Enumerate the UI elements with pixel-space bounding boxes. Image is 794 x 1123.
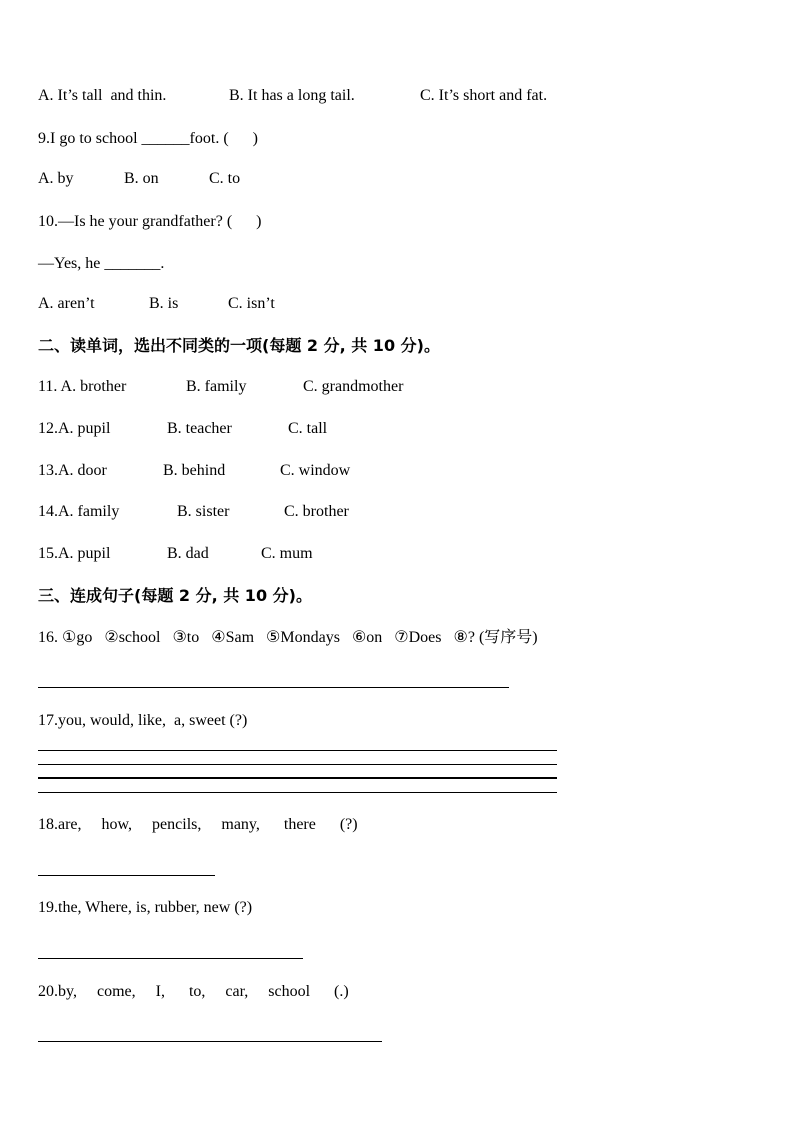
q8-option-b: B. It has a long tail. [229,87,355,104]
q10-option-b: B. is [149,295,179,312]
q14-option-c: C. brother [284,503,349,520]
section-3-heading: 三、连成句子(每题 2 分, 共 10 分)。 [38,586,312,605]
q16-prompt: 16. ①go ②school ③to ④Sam ⑤Mondays ⑥on ⑦Does ⑧? (写序号) [38,629,538,646]
q9-stem: 9.I go to school ______foot. ( ) [38,130,258,147]
q9-option-b: B. on [124,170,159,187]
q20-prompt: 20.by, come, I, to, car, school (.) [38,983,349,1000]
q11-option-b: B. family [186,378,247,395]
q17-answer-line-4[interactable] [38,792,557,793]
q18-answer-line[interactable] [38,875,215,876]
q17-answer-line-3[interactable] [38,777,557,779]
q20-answer-line[interactable] [38,1041,382,1042]
q9-option-a: A. by [38,170,74,187]
q13-option-b: B. behind [163,462,226,479]
q15-option-b: B. dad [167,545,209,562]
q10-answer-line: —Yes, he _______. [38,255,165,272]
q11-option-a: 11. A. brother [38,378,127,395]
q17-prompt: 17.you, would, like, a, sweet (?) [38,712,248,729]
section-2-heading: 二、读单词，选出不同类的一项(每题 2 分, 共 10 分)。 [38,336,440,355]
q19-answer-line[interactable] [38,958,303,959]
q19-prompt: 19.the, Where, is, rubber, new (?) [38,899,253,916]
q8-option-a: A. It’s tall and thin. [38,87,167,104]
q8-option-c: C. It’s short and fat. [420,87,548,104]
q17-answer-line-2[interactable] [38,764,557,765]
q18-prompt: 18.are, how, pencils, many, there (?) [38,816,358,833]
q9-option-c: C. to [209,170,241,187]
q15-option-c: C. mum [261,545,313,562]
q15-option-a: 15.A. pupil [38,545,111,562]
q10-option-c: C. isn’t [228,295,275,312]
q16-answer-line[interactable] [38,687,509,688]
q10-stem: 10.—Is he your grandfather? ( ) [38,213,262,230]
q13-option-c: C. window [280,462,351,479]
q12-option-c: C. tall [288,420,328,437]
q14-option-a: 14.A. family [38,503,120,520]
q13-option-a: 13.A. door [38,462,107,479]
q14-option-b: B. sister [177,503,230,520]
q11-option-c: C. grandmother [303,378,404,395]
q17-answer-line-1[interactable] [38,750,557,751]
q12-option-b: B. teacher [167,420,232,437]
q12-option-a: 12.A. pupil [38,420,111,437]
q10-option-a: A. aren’t [38,295,95,312]
